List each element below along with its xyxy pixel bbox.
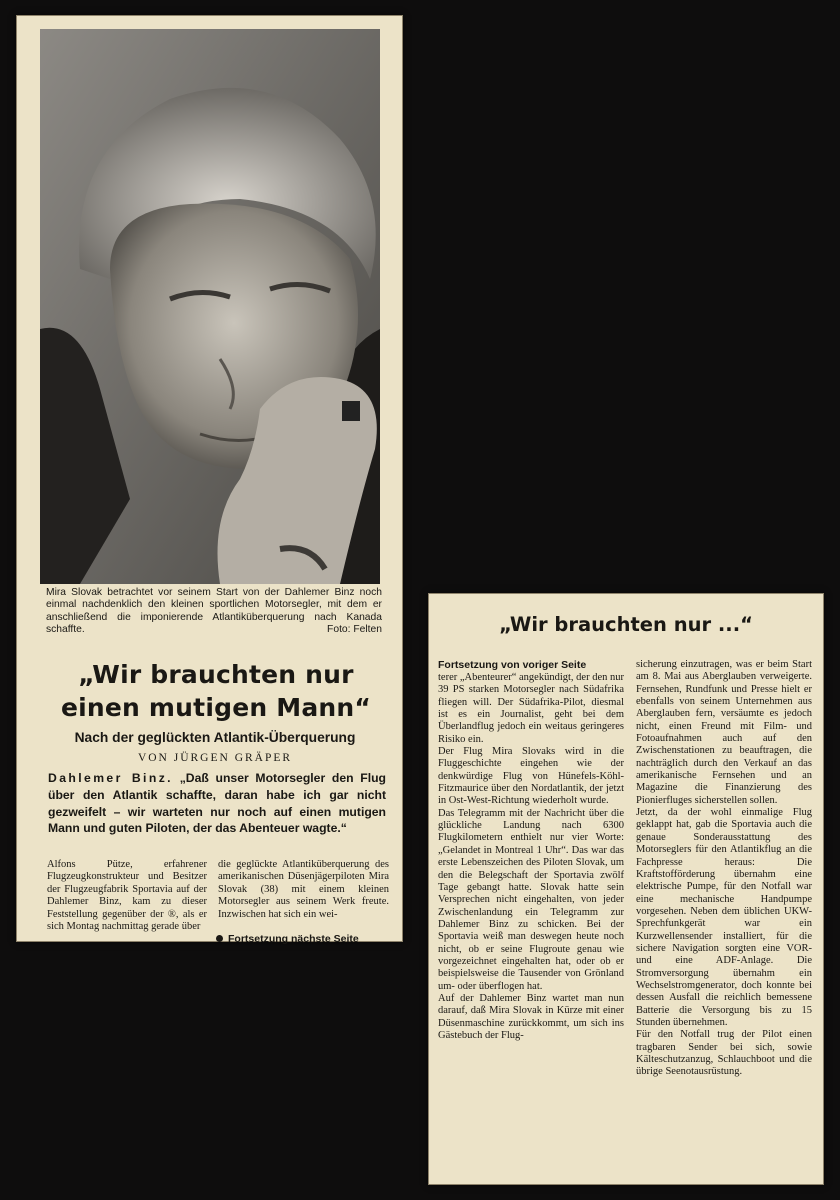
continued-note-text: Fortsetzung nächste Seite xyxy=(228,933,359,945)
body-column-1: Alfons Pütze, erfahrener Flugzeugkonstrukteur und Besitzer der Flugzeugfabrik Sportavia auf der Dahlemer Binz, kam zu dieser Feststellung gegenüber der ®, als er sich Montag nachmittag gerade über xyxy=(47,859,207,933)
continuation-column-2: sicherung einzutragen, was er beim Start am 8. Mai aus Aberglauben verweigerte. Fernsehen, Rundfunk und Presse hielt er ebenfalls von seinem Unternehmen aus Aberglauben fern, versäumte es jedoch nicht, einen Freund mit Film- und Fotoaufnahmen auch auf den Zwischenstationen zu beauftragen, die nachträglich durch den Verkauf an das amerikanische Fernsehen und an Magazine die Finanzierung des Pionierfluges sicherstellen sollen. Jetzt, da der wohl einmalige Flug geklappt hat, gab die Sportavia auch die genaue Sonderausstattung des Motorseglers für den Atlantikflug an die Fachpresse heraus: Die Kraftstofförderung übernahm eine elektrische Pumpe, für den Notfall war eine mechanische Handpumpe vorgesehen. Neben dem üblichen UKW-Sprechfunkgerät war ein Kurzwellensender installiert, für die sichere Navigation sorgten eine VOR- und eine ADF-Anlage. Die Stromversorgung übernahm ein Wechselstromgenerator, doch konnte bei dessen Ausfall die reichlich bemessene Batterie die Versorgung bis zu 15 Stunden übernehmen. Für den Notfall trug der Pilot einen tragbaren Sender bei sich, sowie Kälteschutzanzug, Schlauchboot und die übrige Seenotausrüstung. xyxy=(636,659,812,1078)
clipping-continuation xyxy=(428,593,824,1185)
headline-line-1: „Wir brauchten nur xyxy=(78,660,354,689)
continuation-column-1: terer „Abenteurer“ angekündigt, der den nur 39 PS starken Motorsegler nach Südafrika fliegen will. Der Südafrika-Pilot, diesmal ist es ein Journalist, geht bei dem Überlandflug jedoch ein weitaus geringeres Risiko ein. Der Flug Mira Slovaks wird in die Fluggeschichte eingehen wie der denkwürdige Flug von Hünefels-Köhl-Fitzmaurice über den Nordatlantik, der jetzt in Ost-West-Richtung wiederholt wurde. Das Telegramm mit der Nachricht über die glückliche Landung nach 6300 Flugkilometern enthielt nur vier Worte: „Gelandet in Montreal 1 Uhr“. Das war das erste Lebenszeichen des Piloten Slovak, um den die Belegschaft der Sportavia zwölf Tage gebangt hatte. Slovak hatte sein Versprechen nicht eingehalten, von jeder Zwischenlandung ein Telegramm zur Dahlemer Binz zu schicken. Bei der Sportavia weiß man deswegen heute noch nicht, ob er seine Flugroute genau wie vorgezeichnet eingehalten hat, oder ob er beispielsweise die Tausender von Grönland um- oder überflogen hat. Auf der Dahlemer Binz wartet man nun darauf, daß Mira Slovak in Kürze mit einer Düsenmaschine zurückkommt, um sich ins Gästebuch der Flug- xyxy=(438,672,624,1041)
caption-text: Mira Slovak betrachtet vor seinem Start von der Dahlemer Binz noch einmal nachdenklich den kleinen sportlichen Motorsegler, mit dem er anschließend die imponierende Atlantiküberquerung nach Kanada schaffte. xyxy=(46,587,382,635)
body-column-2: die geglückte Atlantiküberquerung des amerikanischen Düsenjägerpiloten Mira Slovak (38) mit einem kleinen Motorsegler aus seinem Werk freute. Inzwischen hat sich ein wei- xyxy=(218,859,389,920)
dateline: Dahlemer Binz. xyxy=(48,771,173,785)
continuation-headline: „Wir brauchten nur ...“ xyxy=(499,613,753,636)
headline-line-2: einen mutigen Mann“ xyxy=(60,693,372,722)
bullet-icon xyxy=(216,935,223,942)
subheadline: Nach der geglückten Atlantik-Überquerung xyxy=(74,730,356,745)
portrait-image xyxy=(40,29,380,584)
continued-from-label: Fortsetzung von voriger Seite xyxy=(438,659,587,671)
lead-paragraph xyxy=(48,770,386,837)
photo-caption xyxy=(46,587,382,636)
portrait-photo xyxy=(40,29,380,584)
byline: VON JÜRGEN GRÄPER xyxy=(137,752,293,764)
lead-text: „Daß unser Motorsegler den Flug über den Atlantik schaffte, daran habe ich gar nicht gezweifelt – wir warteten nur noch auf einen mutigen Mann und guten Piloten, der das Abenteuer wagte.“ xyxy=(48,771,386,836)
photo-credit: Foto: Felten xyxy=(327,623,382,635)
clipping-front-page xyxy=(16,15,403,945)
continued-note xyxy=(216,933,391,945)
headline xyxy=(42,658,390,724)
